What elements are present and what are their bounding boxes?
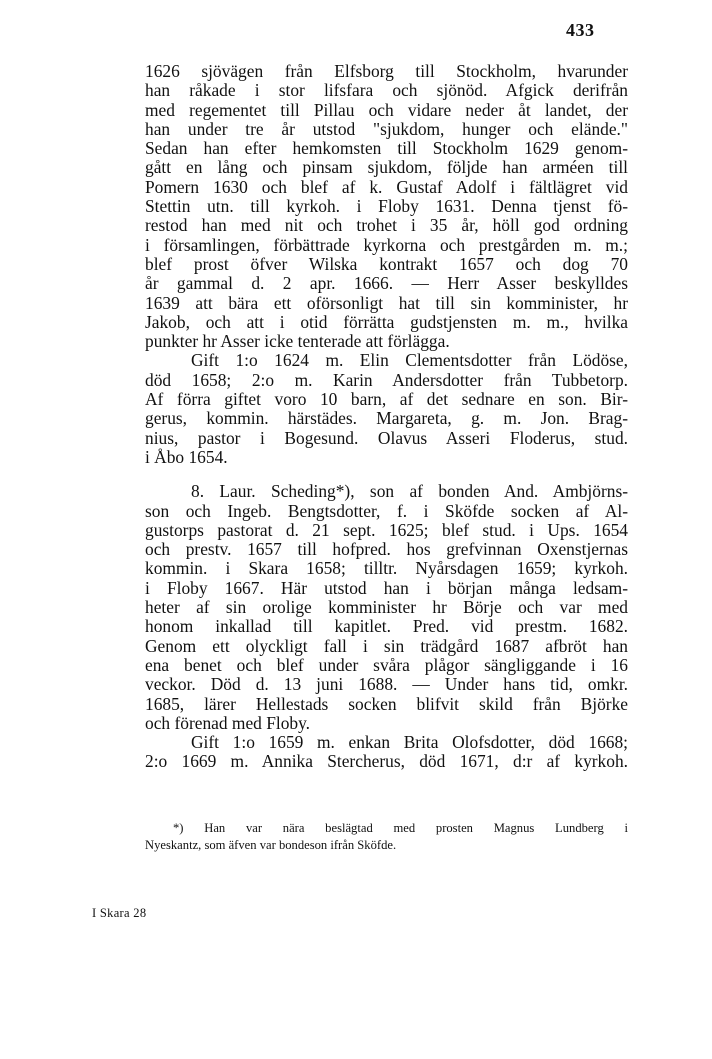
body-line: i Floby 1667. Här utstod han i början många ledsam- [145, 577, 628, 598]
body-line: 8. Laur. Scheding*), son af bonden And. Ambjörns- [191, 481, 628, 502]
body-line: Af förra giftet voro 10 barn, af det sednare en son. Bir- [145, 389, 628, 410]
body-line: honom inkallad till kapitlet. Pred. vid prestm. 1682. [145, 616, 628, 637]
body-line: gerus, kommin. härstädes. Margareta, g. m. Jon. Brag- [145, 408, 628, 429]
body-line: Gift 1:o 1624 m. Elin Clementsdotter från Lödöse, [191, 350, 628, 371]
body-line: veckor. Död d. 13 juni 1688. — Under hans tid, omkr. [145, 674, 628, 695]
body-text [145, 62, 628, 772]
body-line: år gammal d. 2 apr. 1666. — Herr Asser beskylldes [145, 273, 628, 294]
body-line: 1685, lärer Hellestads socken blifvit skild från Björke [145, 693, 628, 714]
body-line: 2:o 1669 m. Annika Stercherus, död 1671, d:r af kyrkoh. [145, 751, 628, 772]
body-line: Sedan han efter hemkomsten till Stockholm 1629 genom- [145, 138, 628, 159]
body-line: restod han med nit och trohet i 35 år, höll god ordning [145, 215, 628, 236]
body-line: kommin. i Skara 1658; tilltr. Nyårsdagen 1659; kyrkoh. [145, 558, 628, 579]
body-line: och förenad med Floby. [145, 712, 311, 733]
footnote-line: Nyeskantz, som äfven var bondeson ifrån Sköfde. [145, 838, 397, 852]
body-line: gustorps pastorat d. 21 sept. 1625; blef stud. i Ups. 1654 [145, 519, 628, 540]
body-line: nius, pastor i Bogesund. Olavus Asseri Floderus, stud. [145, 427, 628, 448]
body-line: och prestv. 1657 till hofpred. hos grefvinnan Oxenstjernas [145, 539, 628, 560]
body-line: Pomern 1630 och blef af k. Gustaf Adolf i fältlägret vid [145, 176, 628, 197]
body-line: i Åbo 1654. [145, 446, 228, 467]
body-line: blef prost öfver Wilska kontrakt 1657 och dog 70 [145, 253, 628, 274]
body-line: Genom ett olyckligt fall i sin trädgård 1687 afbröt han [145, 635, 628, 656]
body-line: i församlingen, förbättrade kyrkorna och prestgården m. m.; [145, 234, 628, 255]
body-line: 1639 att bära ett oförsonligt hat till sin komminister, hr [145, 292, 628, 313]
body-line: död 1658; 2:o m. Karin Andersdotter från Tubbetorp. [145, 369, 628, 390]
body-line: gått en lång och pinsam sjukdom, följde han arméen till [145, 157, 628, 178]
body-line: 1626 sjövägen från Elfsborg till Stockholm, hvarunder [145, 61, 628, 81]
body-line: son och Ingeb. Bengtsdotter, f. i Sköfde socken af Al- [145, 500, 628, 521]
body-line: ena benet och blef under svåra plågor sängliggande i 16 [145, 654, 628, 675]
signature-mark: I Skara 28 [92, 906, 147, 920]
page-number: 433 [566, 20, 595, 40]
body-line: punkter hr Asser icke tenterade att förlägga. [145, 331, 450, 352]
body-line: han under tre år utstod "sjukdom, hunger och elände." [145, 118, 628, 139]
body-line: Stettin utn. till kyrkoh. i Floby 1631. Denna tjenst fö- [145, 196, 628, 217]
footnote-line: *) Han var nära beslägtad med prosten Magnus Lundberg i [173, 821, 628, 835]
body-line: han råkade i stor lifsfara och sjönöd. Afgick derifrån [145, 80, 628, 101]
paragraph-spacer [145, 467, 628, 482]
body-line: Gift 1:o 1659 m. enkan Brita Olofsdotter, död 1668; [191, 732, 628, 753]
body-line: Jakob, och att i otid förrätta gudstjensten m. m., hvilka [145, 311, 628, 332]
body-line: heter af sin orolige komminister hr Börje och var med [145, 597, 628, 618]
footnote [145, 820, 628, 854]
body-line: med regementet till Pillau och vidare neder åt landet, der [145, 99, 628, 120]
